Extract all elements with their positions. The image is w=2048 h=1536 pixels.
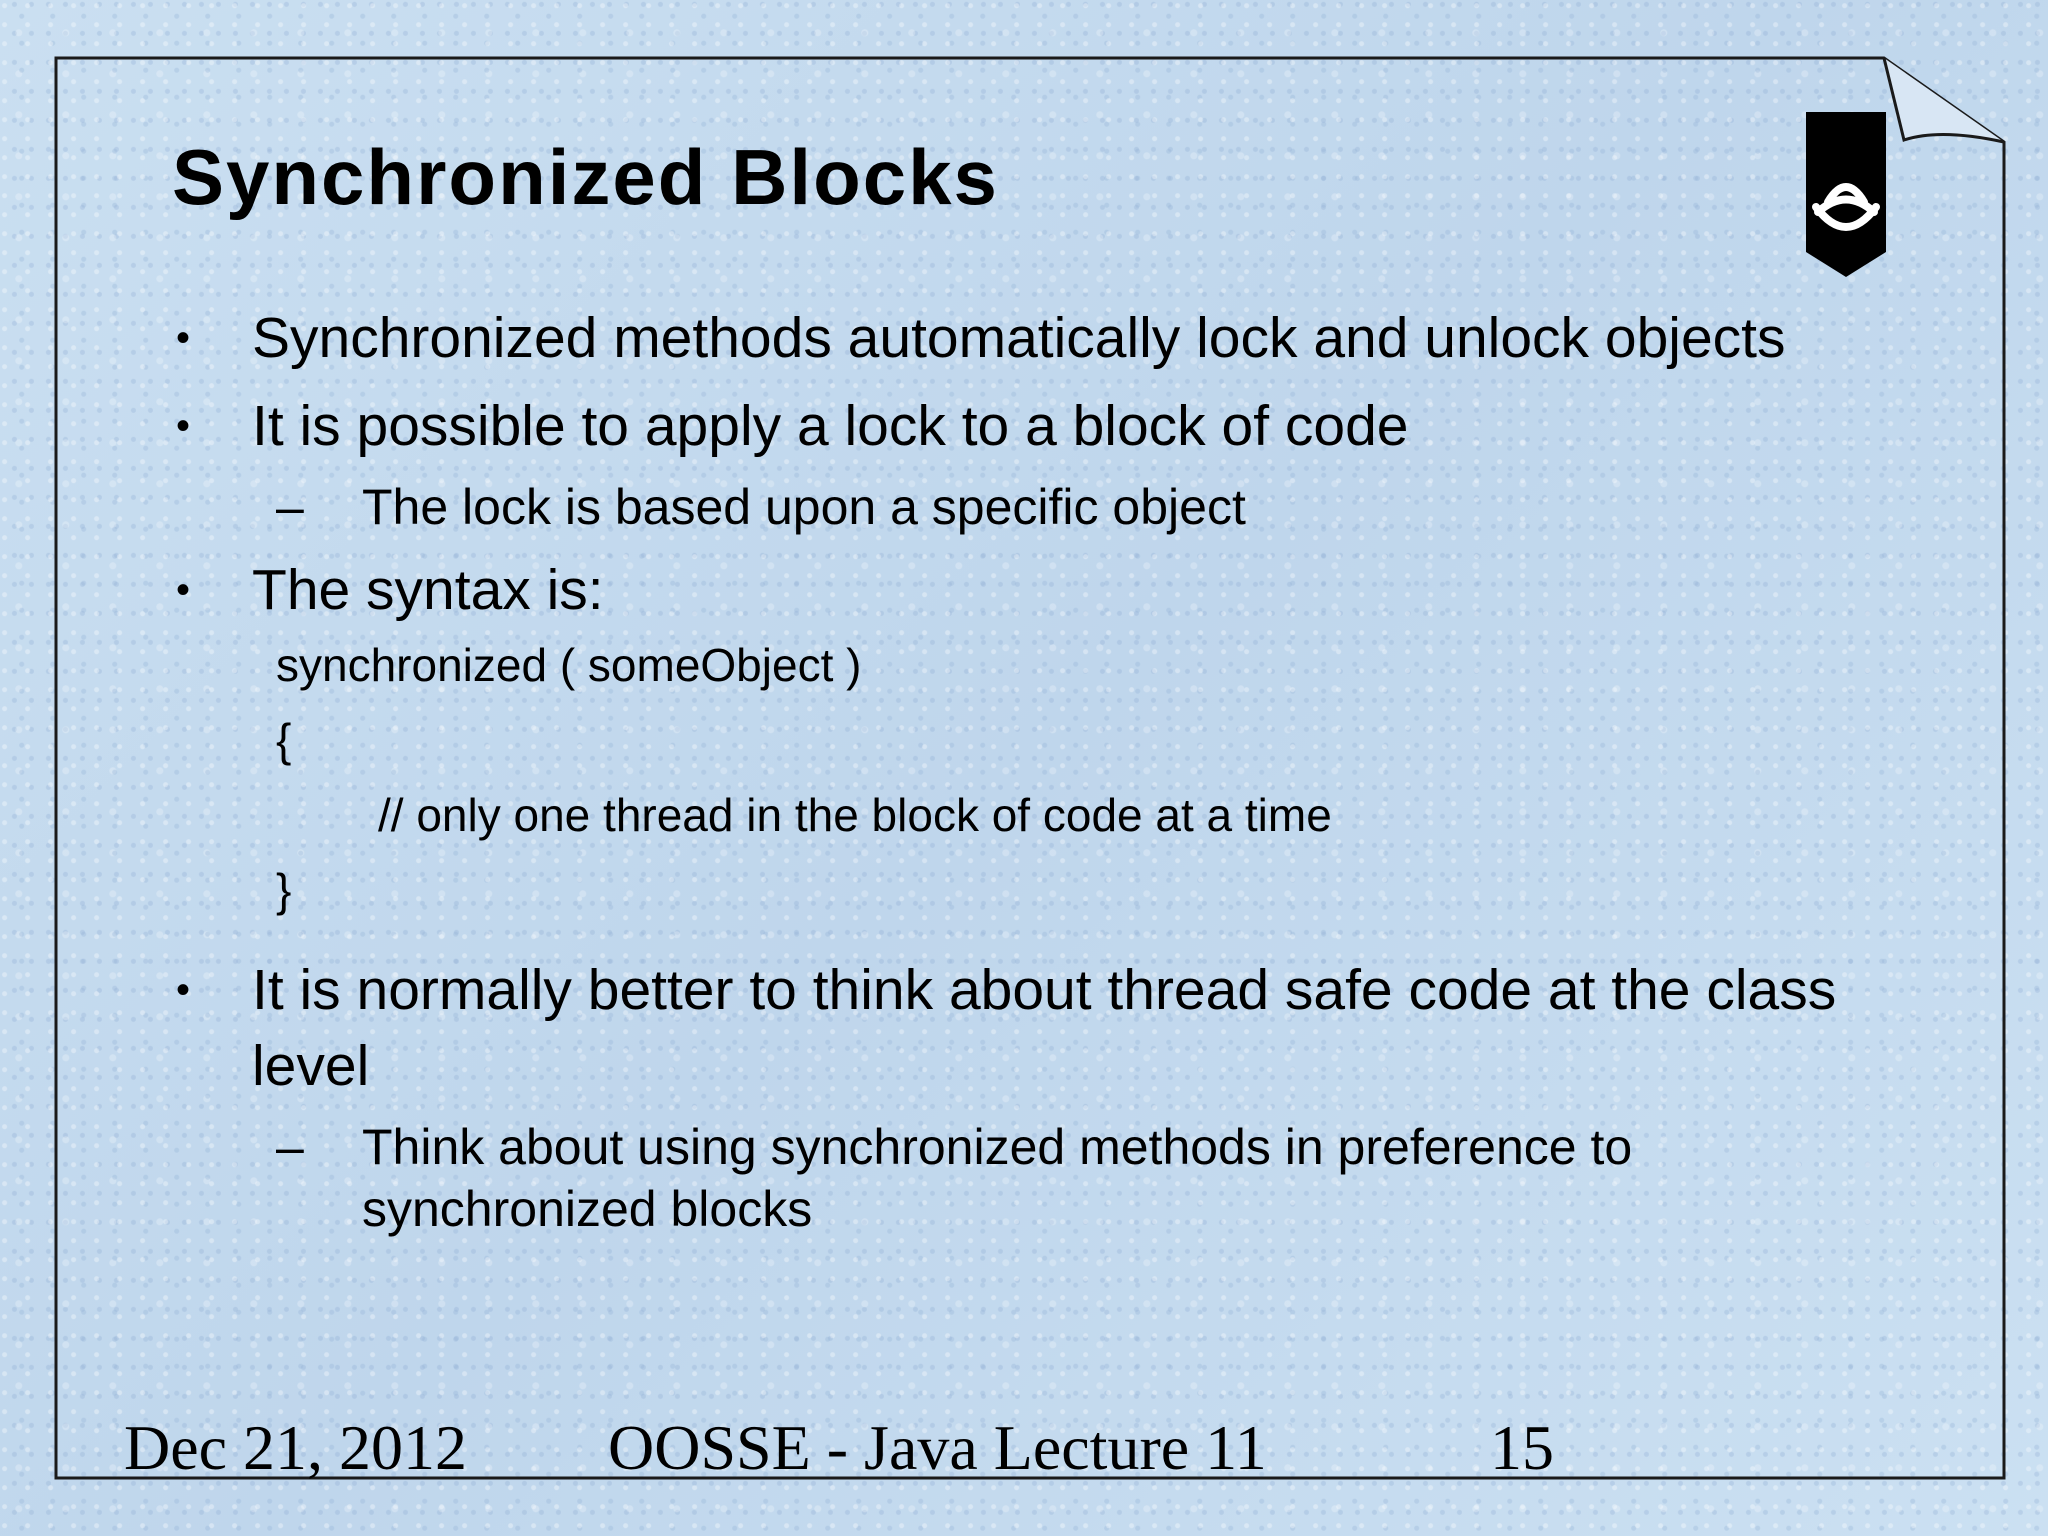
footer-course-title: OOSSE - Java Lecture 11	[608, 1412, 1267, 1483]
dash-icon: –	[276, 479, 304, 535]
bullet-item	[172, 952, 1872, 1104]
bullet-icon: •	[176, 404, 191, 448]
page-curl-icon	[1884, 58, 2004, 142]
code-line: }	[276, 864, 292, 916]
code-block	[172, 628, 1872, 928]
university-crest-icon	[1806, 112, 1886, 277]
bullet-text: It is possible to apply a lock to a block of code	[252, 394, 1409, 458]
footer-page-number: 15	[1490, 1412, 1554, 1483]
slide-title: Synchronized Blocks	[172, 133, 999, 221]
code-line: {	[276, 714, 292, 766]
bullet-text: It is normally better to think about thread safe code at the class level	[252, 958, 1837, 1098]
footer-date: Dec 21, 2012	[124, 1412, 468, 1483]
bullet-icon: •	[176, 568, 191, 612]
bullet-item	[172, 388, 1872, 464]
bullet-text: The syntax is:	[252, 558, 604, 622]
sub-bullet-item	[276, 1116, 1872, 1240]
code-line: // only one thread in the block of code at a time	[378, 789, 1332, 841]
code-line: synchronized ( someObject )	[276, 639, 862, 691]
sub-bullet-item	[276, 476, 1872, 538]
bullet-text: Synchronized methods automatically lock and unlock objects	[252, 306, 1786, 370]
bullet-item	[172, 300, 1872, 376]
dash-icon: –	[276, 1119, 304, 1175]
sub-bullet-text: The lock is based upon a specific object	[362, 479, 1246, 535]
bullet-icon: •	[176, 968, 191, 1012]
bullet-item	[172, 552, 1872, 628]
slide-content	[172, 300, 1872, 1254]
bullet-icon: •	[176, 316, 191, 360]
sub-bullet-text: Think about using synchronized methods in preference to synchronized blocks	[362, 1119, 1633, 1237]
